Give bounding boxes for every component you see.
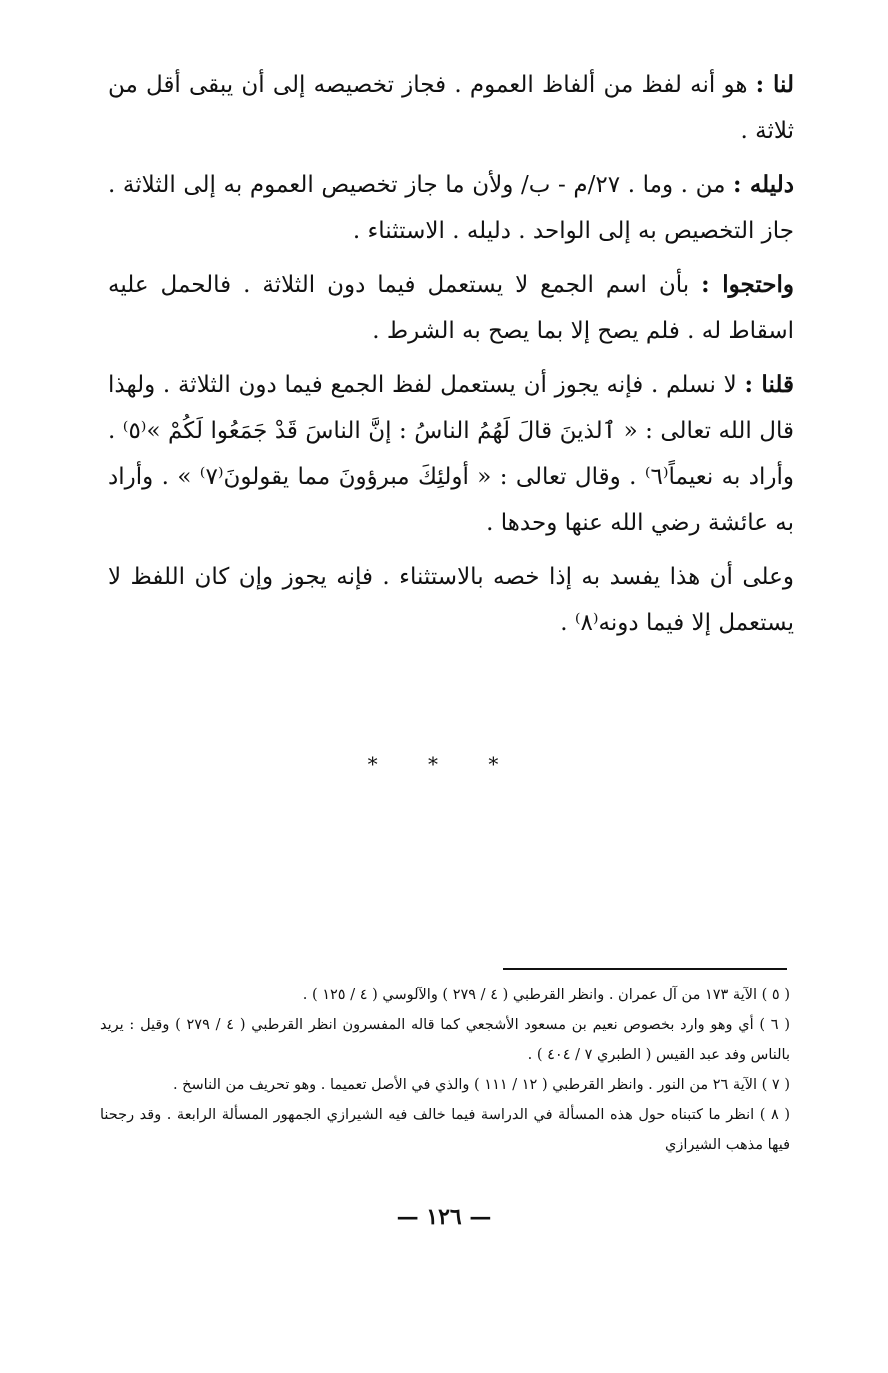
paragraph-text: وعلى أن هذا يفسد به إذا خصه بالاستثناء . فإنه يجوز وإن كان اللفظ لا يستعمل إلا فيما دونه⁽٨⁾ . [108,564,794,636]
paragraph-lead: لنا : [755,71,794,98]
paragraph-daliluhu [108,162,794,254]
paragraph-qulna [108,362,794,546]
paragraph-wa-ala [108,554,794,646]
paragraph-lead: واحتجوا : [701,271,794,298]
paragraph-lead: دليله : [733,171,794,198]
section-divider-stars: * * * [367,752,521,776]
main-text [108,62,794,654]
footnote-7: ( ٧ ) الآية ٢٦ من النور . وانظر القرطبي ( ١٢ / ١١١ ) والذي في الأصل تعميما . وهو تحريف من الناسخ . [172,1077,790,1093]
footnote-5: ( ٥ ) الآية ١٧٣ من آل عمران . وانظر القرطبي ( ٤ / ٢٧٩ ) والآلوسي ( ٤ / ١٢٥ ) . [302,987,790,1003]
footnote-6: ( ٦ ) أي وهو وارد بخصوص نعيم بن مسعود الأشجعي كما قاله المفسرون انظر القرطبي ( ٤ / ٢٧٩ ) وقيل : يريد بالناس وفد عبد القيس ( الطبري ٧ / ٤٠٤ ) . [100,1017,790,1063]
paragraph-text: من . وما . ٢٧/م - ب/ ولأن ما جاز تخصيص العموم به إلى الثلاثة . جاز التخصيص به إلى الواحد . دليله . الاستثناء . [108,172,794,244]
paragraph-text: هو أنه لفظ من ألفاظ العموم . فجاز تخصيصه إلى أن يبقى أقل من ثلاثة . [108,72,794,144]
footnote-separator [503,968,787,970]
page-number: — ١٢٦ — [396,1204,492,1230]
paragraph-text: لا نسلم . فإنه يجوز أن يستعمل لفظ الجمع فيما دون الثلاثة . ولهذا قال الله تعالى : « ٱلذينَ قالَ لَهُمُ الناسُ : إنَّ الناسَ قَدْ جَمَعُوا لَكُمْ »⁽٥⁾ . وأراد به نعيماً⁽٦⁾ . وقال تعالى : « أولئِكَ مبرؤونَ مما يقولونَ⁽٧⁾ » . وأراد به عائشة رضي الله عنها وحدها . [108,372,795,536]
footnote-8: ( ٨ ) انظر ما كتبناه حول هذه المسألة في الدراسة فيما خالف فيه الشيرازي الجمهور المسألة الرابعة . وقد رجحنا فيها مذهب الشيرازي [100,1107,790,1153]
paragraph-lana [108,62,794,154]
paragraph-lead: قلنا : [744,371,794,398]
footnotes [100,980,790,1160]
paragraph-ihtajju [108,262,794,354]
paragraph-text: بأن اسم الجمع لا يستعمل فيما دون الثلاثة . فالحمل عليه اسقاط له . فلم يصح إلا بما يصح به الشرط . [108,272,794,344]
